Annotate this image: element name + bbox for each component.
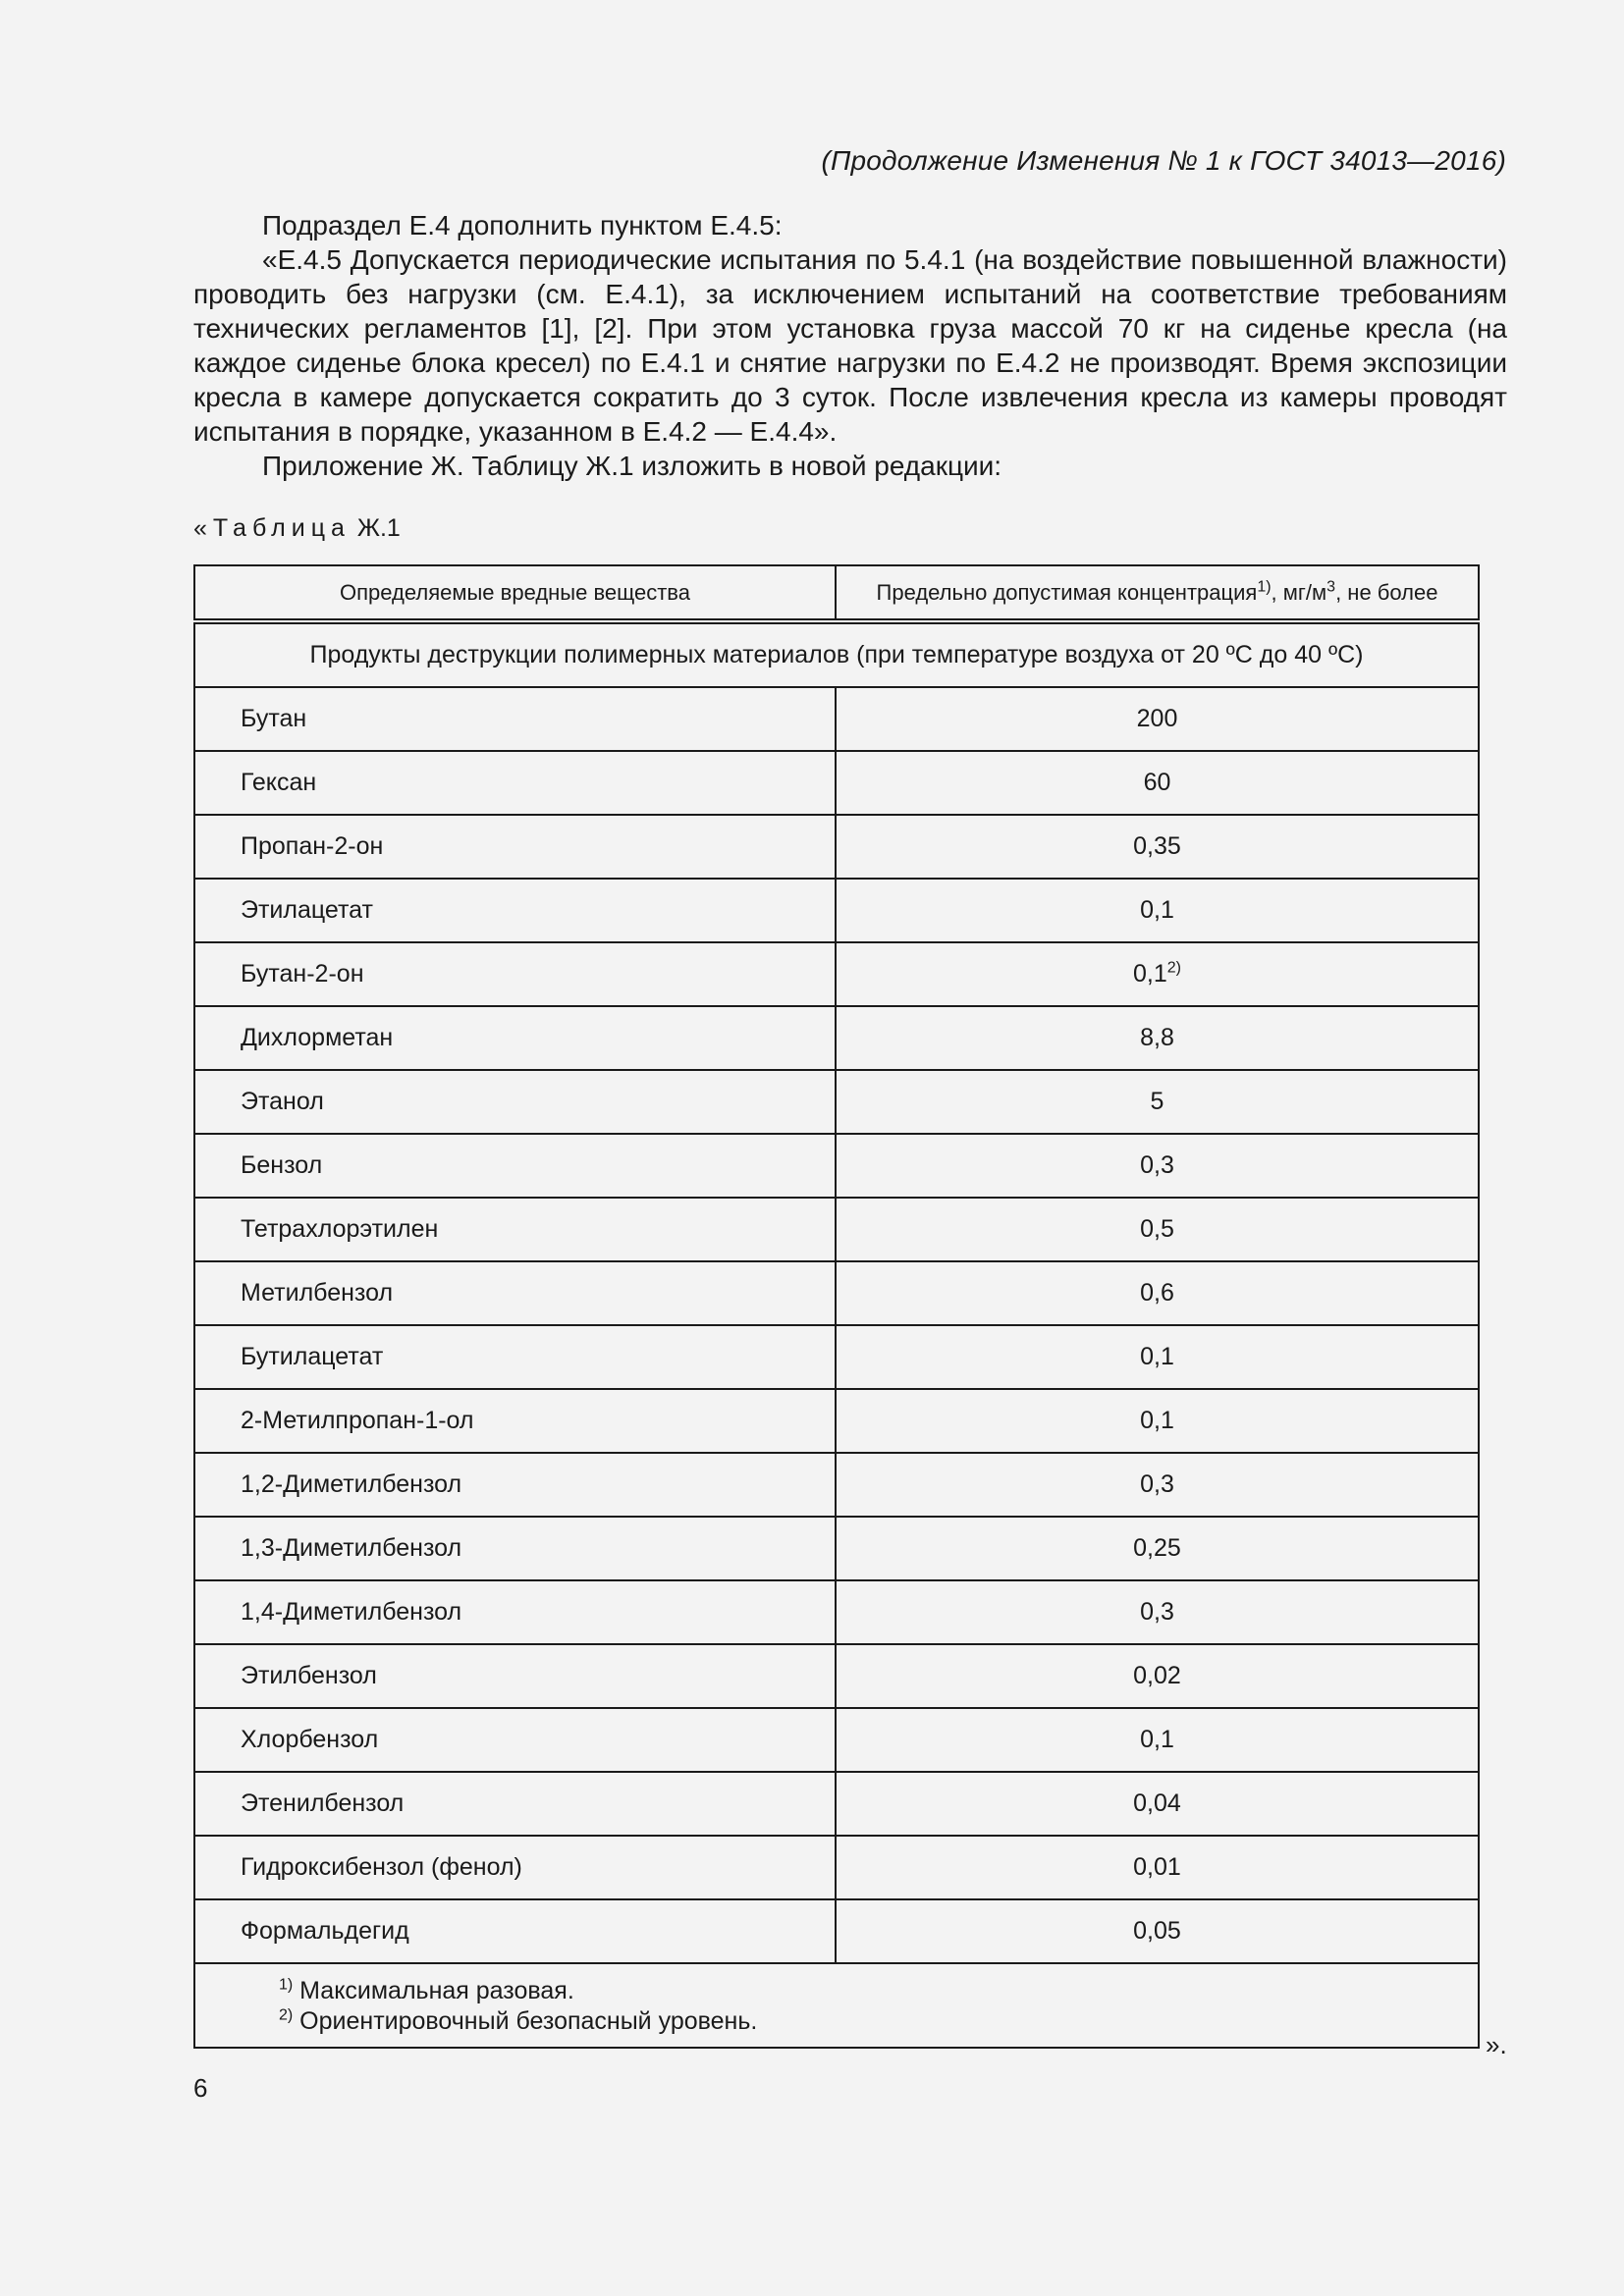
substance-name: Бензол (194, 1134, 836, 1198)
table-row (194, 687, 1479, 751)
substances-table (193, 564, 1480, 2049)
concentration-value-cell (836, 1453, 1479, 1517)
concentration-value: 60 (1143, 769, 1171, 796)
concentration-value: 0,6 (1140, 1279, 1174, 1307)
substance-name: Этилбензол (194, 1644, 836, 1708)
concentration-value-cell (836, 1070, 1479, 1134)
concentration-value-cell (836, 1580, 1479, 1644)
table-row (194, 1198, 1479, 1261)
col-header-unit: , мг/м (1271, 579, 1327, 605)
page-number: 6 (193, 2073, 208, 2103)
concentration-value: 5 (1150, 1088, 1164, 1115)
table-row (194, 1134, 1479, 1198)
footnote-1 (279, 1976, 1478, 2006)
table-body (194, 621, 1479, 1963)
footnote-2-text: Ориентировочный безопасный уровень. (293, 2007, 758, 2035)
concentration-value-cell (836, 1134, 1479, 1198)
concentration-value-cell (836, 1644, 1479, 1708)
substance-name: 2-Метилпропан-1-ол (194, 1389, 836, 1453)
col-header-unit-exponent: 3 (1326, 578, 1336, 596)
table-row (194, 1453, 1479, 1517)
substance-name: Гидроксибензол (фенол) (194, 1836, 836, 1899)
substance-name: Пропан-2-он (194, 815, 836, 879)
body-text (193, 208, 1507, 483)
table-row (194, 815, 1479, 879)
concentration-value-cell (836, 1389, 1479, 1453)
table-row (194, 1389, 1479, 1453)
table-row (194, 1772, 1479, 1836)
concentration-value-cell (836, 1198, 1479, 1261)
concentration-value-cell (836, 1006, 1479, 1070)
substance-name: Бутан (194, 687, 836, 751)
substance-name: Этилацетат (194, 879, 836, 942)
concentration-value: 0,04 (1133, 1789, 1181, 1817)
concentration-value: 0,01 (1133, 1853, 1181, 1881)
concentration-value-cell (836, 815, 1479, 879)
concentration-value: 0,3 (1140, 1470, 1174, 1498)
table-row (194, 1070, 1479, 1134)
concentration-value-cell (836, 1772, 1479, 1836)
concentration-value: 0,1 (1140, 1407, 1174, 1434)
concentration-value-cell (836, 1899, 1479, 1963)
table-row (194, 1899, 1479, 1963)
concentration-value-cell (836, 1261, 1479, 1325)
substance-name: 1,4-Диметилбензол (194, 1580, 836, 1644)
concentration-value: 8,8 (1140, 1024, 1174, 1051)
substance-name: 1,3-Диметилбензол (194, 1517, 836, 1580)
col-header-concentration-text: Предельно допустимая концентрация (876, 579, 1258, 605)
concentration-value: 0,05 (1133, 1917, 1181, 1945)
concentration-value: 0,1 (1140, 896, 1174, 924)
footnote-1-mark: 1) (279, 1976, 294, 1994)
concentration-value-cell (836, 1836, 1479, 1899)
footnote-1-text: Максимальная разовая. (293, 1977, 574, 2004)
concentration-value-cell (836, 942, 1479, 1006)
col-header-tail: , не более (1335, 579, 1438, 605)
substance-name: Гексан (194, 751, 836, 815)
table-header-row (194, 565, 1479, 621)
footnotes-cell (194, 1963, 1479, 2048)
table-row (194, 1644, 1479, 1708)
concentration-value: 0,25 (1133, 1534, 1181, 1562)
table-caption-number: Ж.1 (356, 514, 401, 542)
footnote-2 (279, 2006, 1478, 2037)
concentration-value: 0,02 (1133, 1662, 1181, 1689)
concentration-value: 0,35 (1133, 832, 1181, 860)
footnote-2-mark: 2) (279, 2006, 294, 2024)
substance-name: Формальдегид (194, 1899, 836, 1963)
table-container (193, 564, 1478, 2049)
concentration-value-cell (836, 1708, 1479, 1772)
concentration-value-cell (836, 879, 1479, 942)
table-row (194, 1261, 1479, 1325)
substance-name: Этанол (194, 1070, 836, 1134)
table-row (194, 1517, 1479, 1580)
paragraph-1: Подраздел Е.4 дополнить пунктом Е.4.5: (262, 210, 783, 240)
table-row (194, 942, 1479, 1006)
substance-name: 1,2-Диметилбензол (194, 1453, 836, 1517)
closing-quote-mark: ». (1486, 2030, 1507, 2059)
concentration-value: 0,5 (1140, 1215, 1174, 1243)
concentration-value: 0,1 (1140, 1343, 1174, 1370)
substance-name: Бутилацетат (194, 1325, 836, 1389)
substance-name: Дихлорметан (194, 1006, 836, 1070)
table-row (194, 1006, 1479, 1070)
table-subheader-row (194, 621, 1479, 687)
paragraph-2: «Е.4.5 Допускается периодические испытания по 5.4.1 (на воздействие повышенной влажности) проводить без нагрузки (см. Е.4.1), за исключением испытаний на соответствие требованиям технических регламентов [1], [2]. При этом установка груза массой 70 кг на сиденье кресла (на каждое сиденье блока кресел) по Е.4.1 и снятие нагрузки по Е.4.2 не производят. Время экспозиции кресла в камере допускается сократить до 3 суток. После извлечения кресла из камеры проводят испытания в порядке, указанном в Е.4.2 — Е.4.4». (193, 244, 1507, 447)
concentration-value: 200 (1136, 705, 1178, 732)
table-subheader: Продукты деструкции полимерных материалов (при температуре воздуха от 20 ºС до 40 ºС) (194, 621, 1479, 687)
concentration-value-cell (836, 687, 1479, 751)
substance-name: Этенилбензол (194, 1772, 836, 1836)
substance-name: Хлорбензол (194, 1708, 836, 1772)
table-row (194, 1836, 1479, 1899)
table-caption (193, 514, 401, 543)
table-row (194, 879, 1479, 942)
concentration-value-cell (836, 1517, 1479, 1580)
concentration-value-cell (836, 751, 1479, 815)
value-footnote-ref: 2) (1166, 959, 1181, 977)
footnotes-row (194, 1963, 1479, 2048)
paragraph-3: Приложение Ж. Таблицу Ж.1 изложить в новой редакции: (262, 451, 1002, 481)
col-header-footnote-ref: 1) (1257, 578, 1272, 596)
concentration-value: 0,3 (1140, 1598, 1174, 1626)
substance-name: Тетрахлорэтилен (194, 1198, 836, 1261)
col-header-concentration (836, 565, 1479, 621)
concentration-value: 0,1 (1140, 1726, 1174, 1753)
substance-name: Метилбензол (194, 1261, 836, 1325)
concentration-value: 0,1 (1133, 960, 1167, 988)
col-header-substance: Определяемые вредные вещества (194, 565, 836, 621)
table-row (194, 751, 1479, 815)
concentration-value-cell (836, 1325, 1479, 1389)
concentration-value: 0,3 (1140, 1151, 1174, 1179)
running-header: (Продолжение Изменения № 1 к ГОСТ 34013—2016) (821, 145, 1506, 176)
substance-name: Бутан-2-он (194, 942, 836, 1006)
table-row (194, 1708, 1479, 1772)
table-row (194, 1580, 1479, 1644)
table-caption-prefix: «Таблица (193, 514, 351, 542)
table-row (194, 1325, 1479, 1389)
